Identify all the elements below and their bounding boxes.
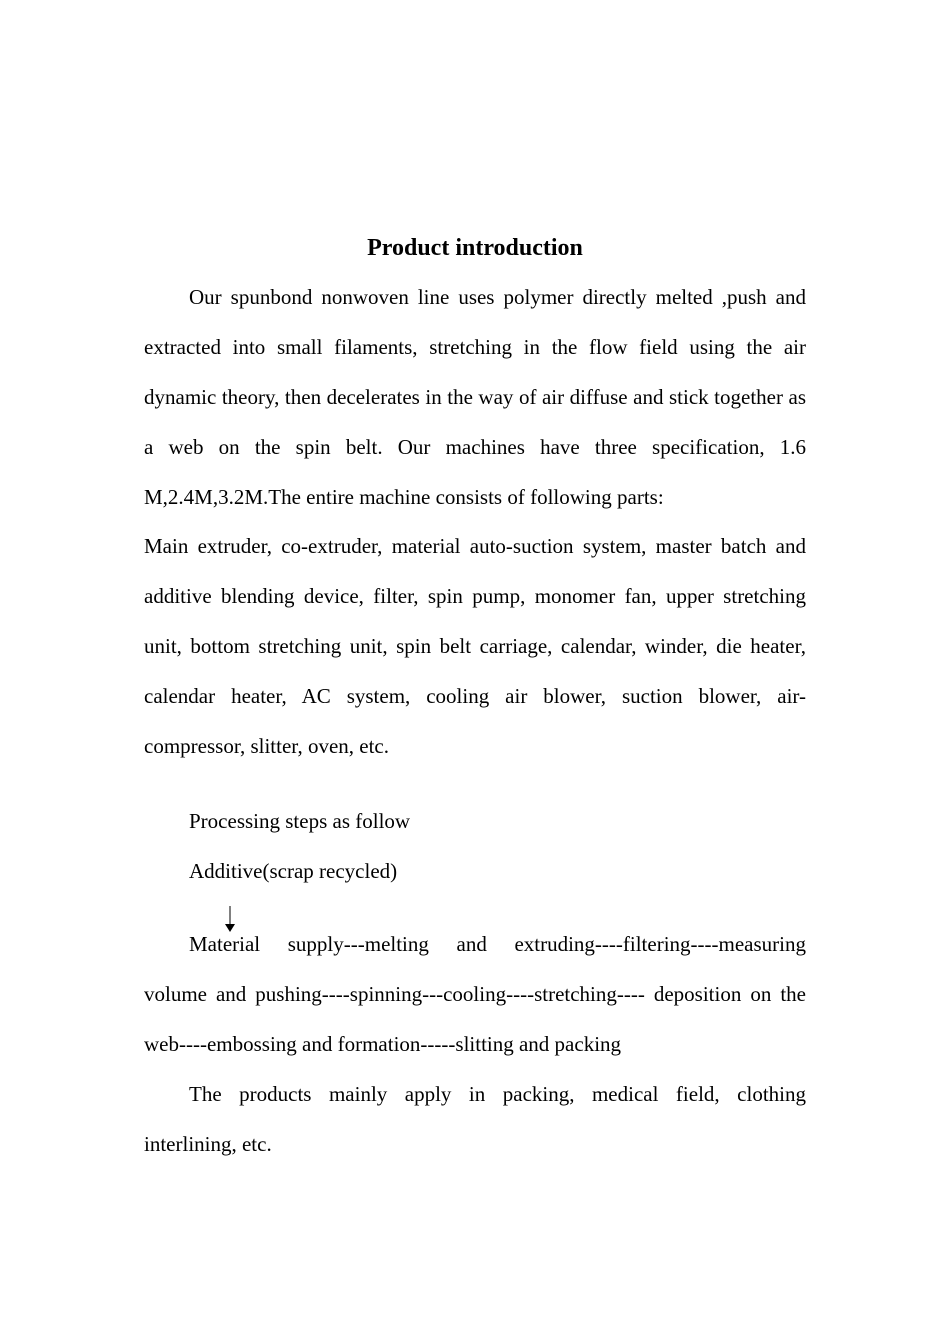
- processing-steps-heading: Processing steps as follow: [189, 809, 411, 833]
- process-flow-paragraph: Material supply---melting and extruding----filtering----measuring volume and pushing----spinning---cooling----stretching---- deposition on the web----embossing and formation-----slitting and packing: [144, 932, 806, 1056]
- applications-paragraph: The products mainly apply in packing, medical field, clothing interlining, etc.: [144, 1082, 806, 1156]
- document-title: Product introduction: [367, 235, 583, 261]
- parts-list-paragraph: Main extruder, co-extruder, material auto-suction system, master batch and additive blending device, filter, spin pump, monomer fan, upper stretching unit, bottom stretching unit, spin belt carriage, calendar, winder, die heater, calendar heater, AC system, cooling air blower, suction blower, air-compressor, slitter, oven, etc.: [144, 534, 806, 758]
- additive-step-label: Additive(scrap recycled): [189, 859, 398, 883]
- intro-paragraph: Our spunbond nonwoven line uses polymer directly melted ,push and extracted into small filaments, stretching in the flow field using the air dynamic theory, then decelerates in the way of air diffuse and stick together as a web on the spin belt. Our machines have three specification, 1.6 M,2.4M,3.2M.The entire machine consists of following parts:: [144, 285, 806, 509]
